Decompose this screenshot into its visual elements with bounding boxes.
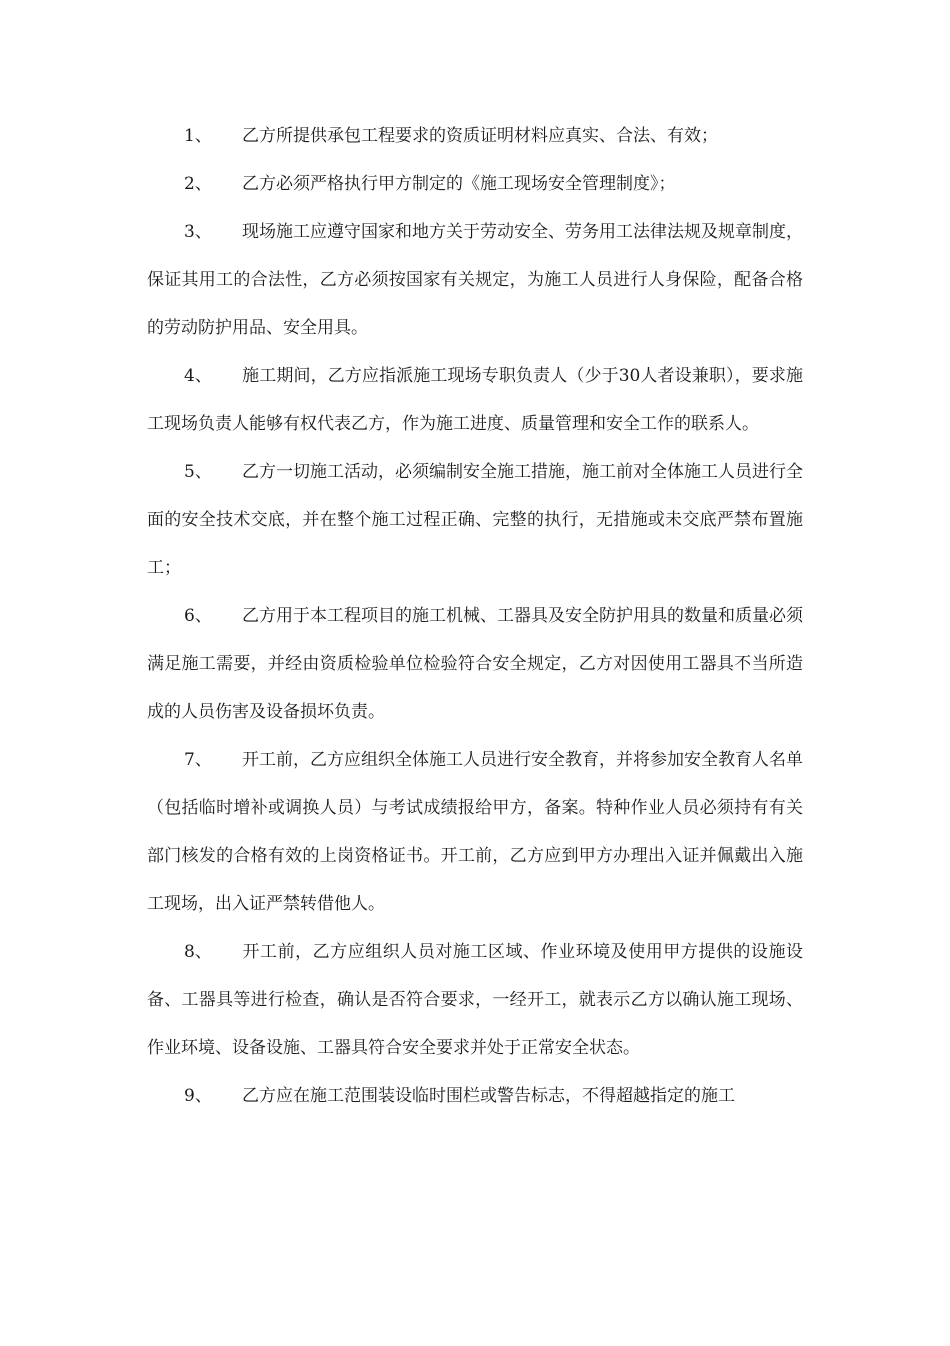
clause-number: 8、 bbox=[184, 942, 212, 962]
clause-text: 乙方一切施工活动，必须编制安全施工措施，施工前对全体施工人员进行全面的安全技术交底，并在整个施工过程正确、完整的执行，无措施或未交底严禁布置施工； bbox=[147, 462, 803, 578]
clause-text: 开工前，乙方应组织全体施工人员进行安全教育，并将参加安全教育人名单（包括临时增补或调换人员）与考试成绩报给甲方，备案。特种作业人员必须持有有关部门核发的合格有效的上岗资格证书。开工前，乙方应到甲方办理出入证并佩戴出入施工现场，出入证严禁转借他人。 bbox=[147, 750, 803, 914]
clause-text: 乙方应在施工范围装设临时围栏或警告标志，不得超越指定的施工 bbox=[242, 1086, 735, 1106]
clause-number: 9、 bbox=[184, 1086, 212, 1106]
clause-text: 乙方必须严格执行甲方制定的《施工现场安全管理制度》； bbox=[242, 174, 676, 194]
clause-text: 施工期间，乙方应指派施工现场专职负责人（少于30人者设兼职），要求施工现场负责人能够有权代表乙方，作为施工进度、质量管理和安全工作的联系人。 bbox=[147, 366, 803, 434]
clause-number: 1、 bbox=[184, 126, 212, 146]
clause-number: 4、 bbox=[184, 366, 212, 386]
clause-7 bbox=[147, 736, 803, 928]
clause-5 bbox=[147, 448, 803, 592]
clause-number: 5、 bbox=[184, 462, 212, 482]
clause-6 bbox=[147, 592, 803, 736]
clause-number: 2、 bbox=[184, 174, 212, 194]
clause-text: 乙方所提供承包工程要求的资质证明材料应真实、合法、有效； bbox=[242, 126, 718, 146]
clause-text: 开工前，乙方应组织人员对施工区域、作业环境及使用甲方提供的设施设备、工器具等进行检查，确认是否符合要求，一经开工，就表示乙方以确认施工现场、作业环境、设备设施、工器具符合安全要求并处于正常安全状态。 bbox=[147, 942, 803, 1058]
clause-number: 3、 bbox=[184, 222, 212, 242]
clause-4 bbox=[147, 352, 803, 448]
clause-8 bbox=[147, 928, 803, 1072]
clause-1 bbox=[147, 112, 803, 160]
clause-2 bbox=[147, 160, 803, 208]
clause-text: 乙方用于本工程项目的施工机械、工器具及安全防护用具的数量和质量必须满足施工需要，并经由资质检验单位检验符合安全规定，乙方对因使用工器具不当所造成的人员伤害及设备损坏负责。 bbox=[147, 606, 803, 722]
document-body bbox=[147, 112, 803, 1120]
clause-3 bbox=[147, 208, 803, 352]
clause-number: 7、 bbox=[184, 750, 212, 770]
clause-number: 6、 bbox=[184, 606, 212, 626]
clause-9 bbox=[147, 1072, 803, 1120]
clause-text: 现场施工应遵守国家和地方关于劳动安全、劳务用工法律法规及规章制度，保证其用工的合法性，乙方必须按国家有关规定，为施工人员进行人身保险，配备合格的劳动防护用品、安全用具。 bbox=[147, 222, 803, 338]
